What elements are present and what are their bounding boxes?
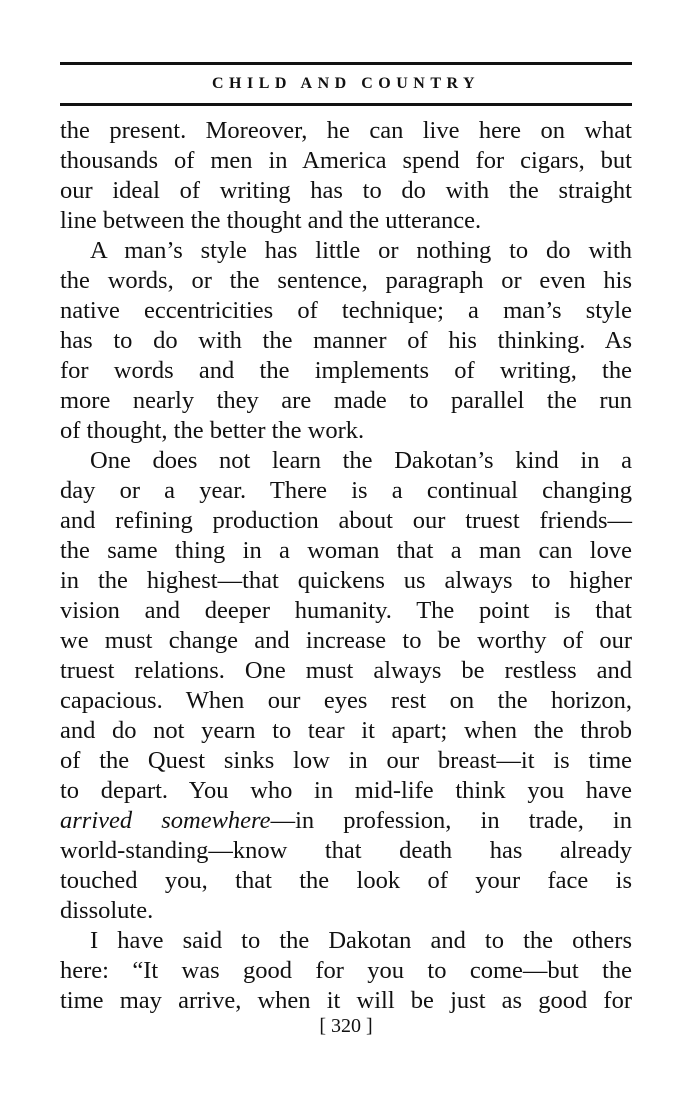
header-bottom-rule bbox=[60, 103, 632, 106]
text-line: day or a year. There is a continual changing bbox=[60, 477, 632, 504]
text-line: we must change and increase to be worthy of our bbox=[60, 627, 632, 654]
text-line: vision and deeper humanity. The point is that bbox=[60, 597, 632, 624]
text-line: and refining production about our truest friends— bbox=[60, 507, 632, 534]
text-line: of thought, the better the work. bbox=[60, 417, 365, 444]
text-line-mixed bbox=[60, 806, 632, 836]
text-line: has to do with the manner of his thinking. As bbox=[60, 327, 632, 354]
header-top-rule bbox=[60, 62, 632, 65]
text-line: here: “It was good for you to come—but the bbox=[60, 957, 632, 984]
text-line: in the highest—that quickens us always to higher bbox=[60, 567, 632, 594]
italic-phrase: arrived somewhere bbox=[60, 807, 271, 834]
text-line: One does not learn the Dakotan’s kind in a bbox=[90, 447, 632, 474]
text-line: of the Quest sinks low in our breast—it is time bbox=[60, 747, 632, 774]
text-line: line between the thought and the utterance. bbox=[60, 207, 482, 234]
text-line: world-standing—know that death has already bbox=[60, 837, 632, 864]
text-line: the words, or the sentence, paragraph or even his bbox=[60, 267, 632, 294]
text-line: and do not yearn to tear it apart; when the throb bbox=[60, 717, 632, 744]
text-line: more nearly they are made to parallel the run bbox=[60, 387, 632, 414]
running-head: CHILD AND COUNTRY bbox=[211, 75, 481, 92]
text-line: A man’s style has little or nothing to do with bbox=[90, 237, 632, 264]
text-line: to depart. You who in mid-life think you have bbox=[60, 777, 632, 804]
text-line: I have said to the Dakotan and to the others bbox=[90, 927, 632, 954]
text-line: capacious. When our eyes rest on the horizon, bbox=[60, 687, 632, 714]
page-number: [ 320 ] bbox=[319, 1015, 373, 1037]
text-line: for words and the implements of writing, the bbox=[60, 357, 632, 384]
text-line: dissolute. bbox=[60, 897, 154, 924]
text-line: time may arrive, when it will be just as good for bbox=[60, 987, 632, 1014]
text-line: thousands of men in America spend for cigars, but bbox=[60, 147, 632, 174]
text-line: our ideal of writing has to do with the straight bbox=[60, 177, 632, 204]
text-line: the present. Moreover, he can live here on what bbox=[60, 117, 632, 144]
text-fragment: —in profession, in trade, in bbox=[270, 807, 632, 834]
text-line: truest relations. One must always be restless and bbox=[60, 657, 632, 684]
body-text bbox=[60, 116, 632, 1016]
text-line: native eccentricities of technique; a man’s style bbox=[60, 297, 632, 324]
text-line: touched you, that the look of your face is bbox=[60, 867, 632, 894]
text-line: the same thing in a woman that a man can love bbox=[60, 537, 632, 564]
